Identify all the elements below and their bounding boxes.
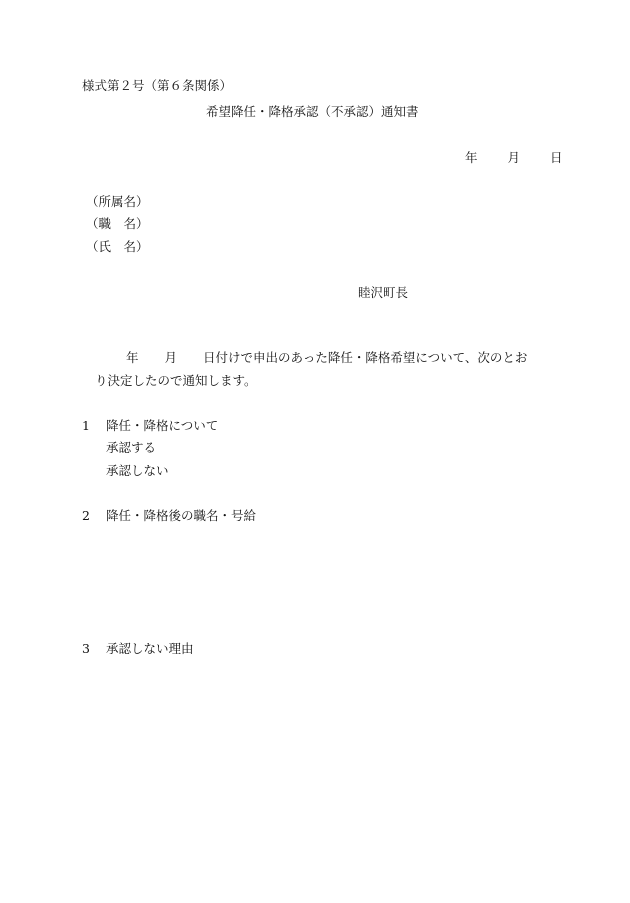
sender-name: 睦沢町長	[358, 285, 409, 300]
date-month-label: 月	[507, 150, 521, 165]
section-1-number: 1	[82, 418, 90, 433]
section-2-label: 降任・降格後の職名・号給	[106, 508, 257, 523]
recipient-position: （職 名）	[86, 216, 149, 231]
form-number: 様式第２号（第６条関係）	[82, 78, 233, 93]
body-month-label: 月	[164, 350, 178, 365]
section-3-number: 3	[82, 641, 90, 656]
date-day-label: 日	[550, 150, 563, 165]
body-line-2: り決定したので通知します。	[95, 373, 257, 388]
body-year-label: 年	[126, 350, 139, 365]
section-2-number: 2	[82, 508, 90, 523]
section-3-label: 承認しない理由	[106, 641, 194, 656]
date-line	[465, 150, 563, 166]
date-year-label: 年	[465, 150, 478, 165]
section-1-option-disapprove: 承認しない	[106, 463, 169, 478]
section-1-option-approve: 承認する	[106, 440, 157, 455]
body-line-1-text: 日付けで申出のあった降任・降格希望について、次のとお	[203, 350, 528, 365]
recipient-name: （氏 名）	[86, 239, 149, 254]
document-title: 希望降任・降格承認（不承認）通知書	[206, 104, 419, 119]
recipient-affiliation: （所属名）	[86, 194, 149, 209]
body-line-1	[126, 350, 527, 366]
section-1-label: 降任・降格について	[106, 418, 219, 433]
